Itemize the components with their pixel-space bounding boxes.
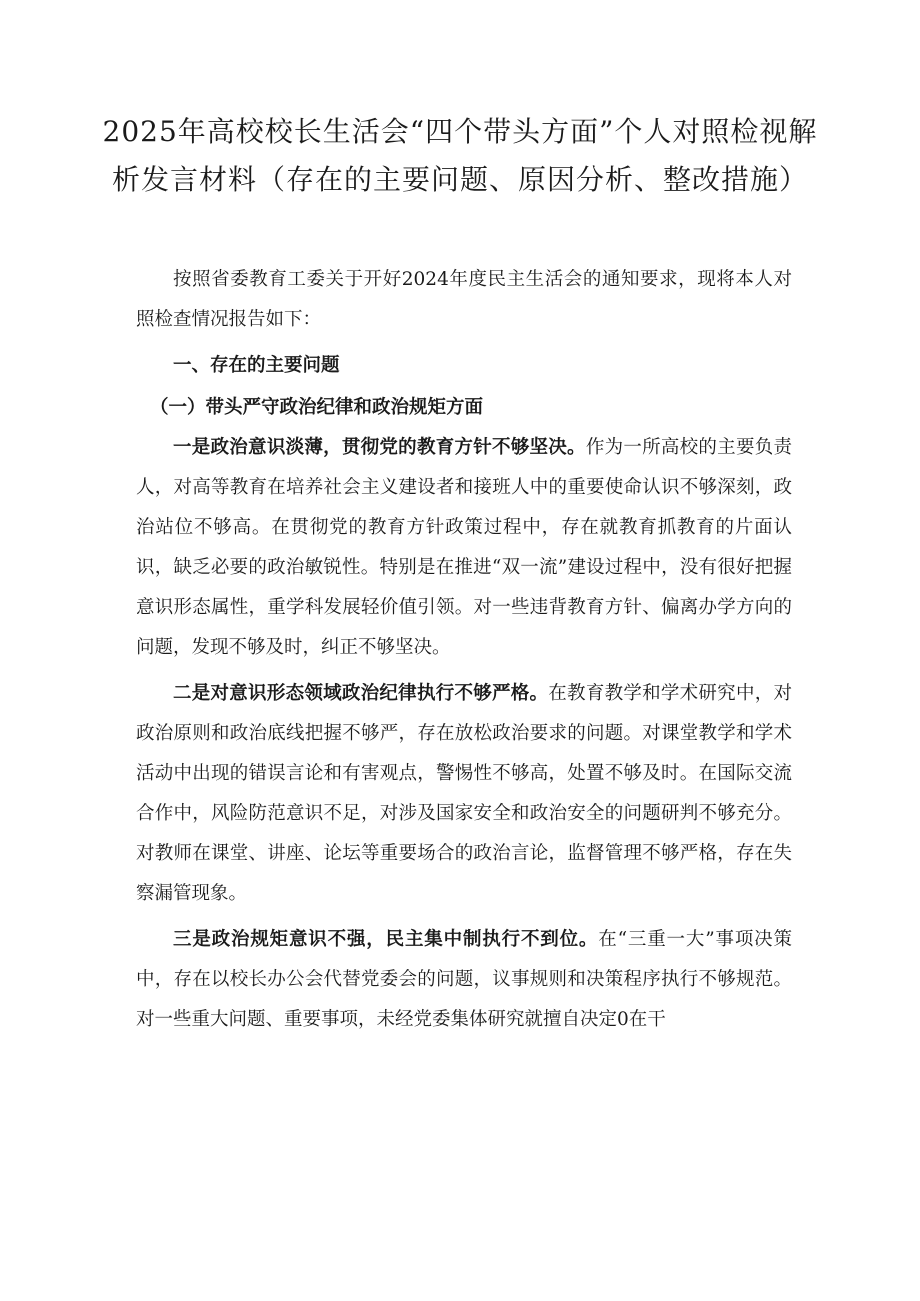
item-text: 在教育教学和学术研究中，对政治原则和政治底线把握不够严，存在放松政治要求的问题。对课堂教学和学术活动中出现的错误言论和有害观点，警惕性不够高，处置不够及时。在国际交流合作中，风险防范意识不足，对涉及国家安全和政治安全的问题研判不够充分。对教师在课堂、讲座、论坛等重要场合的政治言论，监督管理不够严格，存在失察漏管现象。	[136, 683, 792, 904]
item-paragraph-1	[136, 428, 792, 668]
document-title: 2025年高校校长生活会“四个带头方面”个人对照检视解析发言材料（存在的主要问题、原因分析、整改措施）	[102, 115, 818, 196]
subsection-heading: （一）带头严守政治纪律和政治规矩方面	[150, 397, 484, 418]
item-text: 作为一所高校的主要负责人，对高等教育在培养社会主义建设者和接班人中的重要使命认识不够深刻，政治站位不够高。在贯彻党的教育方针政策过程中，存在就教育抓教育的片面认识，缺乏必要的政治敏锐性。特别是在推进“双一流”建设过程中，没有很好把握意识形态属性，重学科发展轻价值引领。对一些违背教育方针、偏离办学方向的问题，发现不够及时，纠正不够坚决。	[136, 437, 792, 658]
item-lead: 二是对意识形态领域政治纪律执行不够严格。	[173, 683, 549, 704]
item-paragraph-2	[136, 674, 792, 914]
item-paragraph-3	[136, 920, 792, 1040]
item-lead: 一是政治意识淡薄，贯彻党的教育方针不够坚决。	[173, 437, 586, 458]
item-text: 在“三重一大”事项决策中，存在以校长办公会代替党委会的问题，议事规则和决策程序执行不够规范。对一些重大问题、重要事项，未经党委集体研究就擅自决定0在干	[136, 929, 792, 1030]
item-lead: 三是政治规矩意识不强，民主集中制执行不到位。	[173, 929, 599, 950]
document-body	[136, 260, 792, 1040]
intro-paragraph: 按照省委教育工委关于开好2024年度民主生活会的通知要求，现将本人对照检查情况报告如下：	[136, 269, 792, 330]
section-heading: 一、存在的主要问题	[173, 355, 340, 376]
